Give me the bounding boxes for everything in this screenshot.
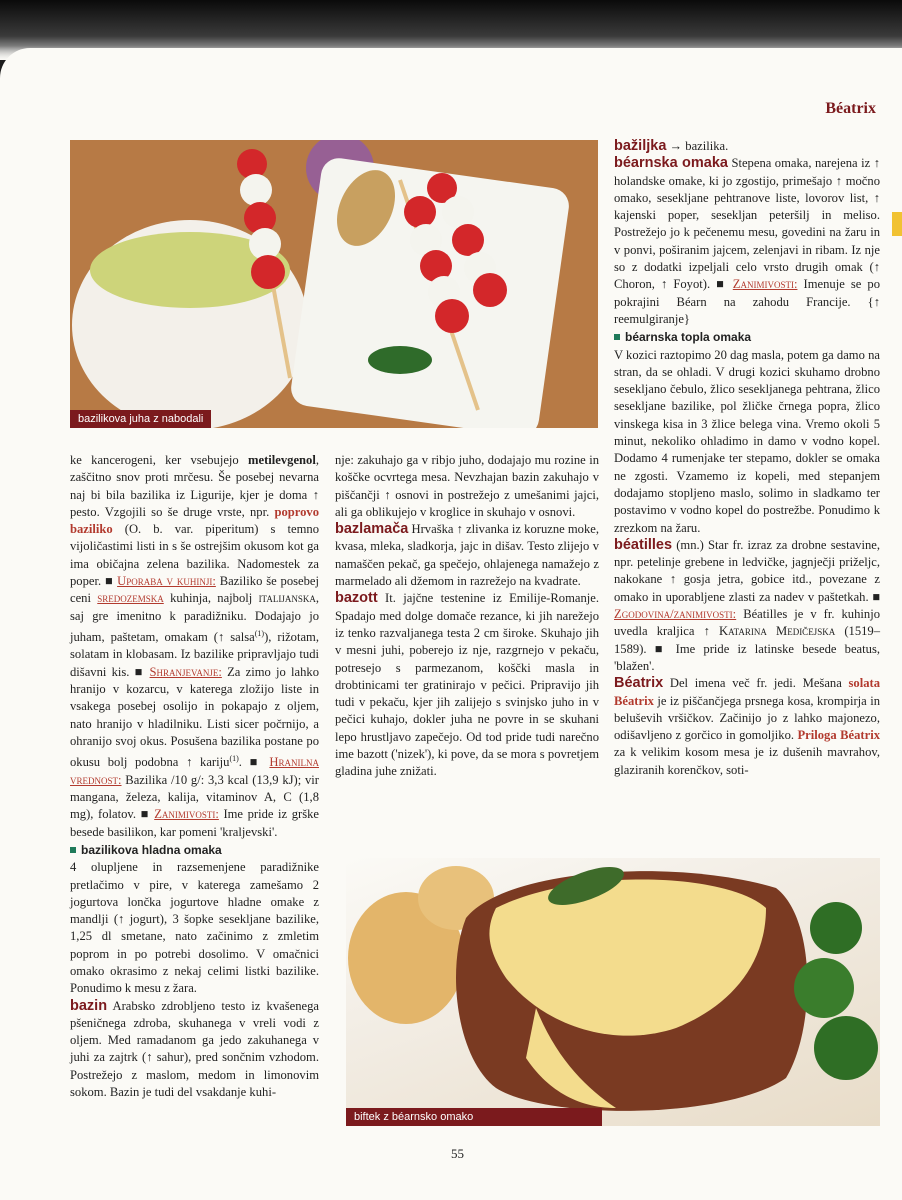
column-left [70,452,319,1101]
recipe-text: V kozici raztopimo 20 dag masla, potem ga damo na stran, da se ohladi. V drugi kozici skuhamo drobno sesekljano čebulo, žlico sesekljanega pehtrana, žlico sesekljane bazilike, pol žličke črnega popra, žlico vinskega kisa in 3 žlice belega vina. Vremo okoli 5 minut, nekoliko ohladimo in damo v vodno kopel. Dodamo 4 rumenjake ter stepamo, dokler se omaka ne zgosti. Vzamemo iz kopeli, med stepanjem dodajamo stopljeno maslo, solimo in sladkamo ter postavimo v vodno kopel do postrežbe. Ponudimo k zrezkom na žaru. [614,347,880,535]
entry-beatilles: béatilles (mn.) Star fr. izraz za drobne sestavine, npr. petelinje grebene in ledvičke, jagnječji priželjc, nakokane ↑ gosja jetra, gobice itd., povezane z omako in uporabljene zlasti za nadev v paštetkah. ■ Zgodovina/zanimivosti: Béatilles je v fr. kuhinjo uvedla kraljica ↑ Katarina Medičejska (1519–1589). ■ Ime pride iz latinske besede beatus, 'blažen'. [614,536,881,673]
entry-beatrix: Béatrix Del imena več fr. jedi. Mešana solata Béatrix je iz piščančjega prsnega kosa, krompirja in beluševih vršičkov. Začinijo jo z lahko majonezo, odišavljeno z gorčico in gomoljiko. Priloga Béatrix za k velikim kosom mesa je iz dušenih mavrahov, glaziranih korenčkov, soti- [614,675,880,777]
entry-bazott: bazott It. jajčne testenine iz Emilije-Romanje. Spadajo med dolge domače rezance, ki jih narežejo iz tenko razvaljanega testa 2 cm široke. Skuhajo jih v mesni juhi, poberejo iz nje, razgrnejo v pekaču, potresejo s parmezanom, koščki masla in drobtinicami ter gratinirajo v pečici. Pripravijo jih tudi v pekaču, kjer jih zalijejo s svinjsko juho in v pečici kuhajo, dokler juha ne povre in se skuhani lepo hrustljavo zapečejo. Od tod pride tudi narečno ime bazott ('nizek'), ki pove, da se mora s povretjem gladina juhe znižati. [335,590,599,779]
column-middle [335,452,599,781]
photo-caption: biftek z béarnsko omako [346,1108,602,1126]
entry-baziljka: bažiljka → bazilika. [614,138,729,154]
entry-bearnska-omaka: béarnska omaka Stepena omaka, narejena iz ↑ holandske omake, ki jo zgostijo, primešajo ↑ močno omako, sesekljane pehtranove liste, lovorov list, ↑ kajenski poper, sesekljan peteršilj in meliso. Postrežejo jo k pečenemu mesu, govedini na žaru in v ponvi, poširanim jajcem, zelenjavi in ribam. Iz nje so z dodatki izpeljali celo vrsto drugih omak (↑ Choron, ↑ Foyot). ■ Zanimivosti: Imenuje se po pokrajini Béarn na zahodu Francije. {↑ reemulgiranje} [614,155,880,326]
paragraph: ke kancerogeni, ker vsebujejo metilevgenol, zaščitno snov proti mrčesu. Še posebej nevarna naj bi bila bazilika iz Ligurije, kjer je doma ↑ pesto. Vzgojili so še druge vrste, npr. poprovo baziliko (O. b. var. piperitum) s temno vijoličastimi listi in s še ostrejšim okusom kot ga ima običajna zelena bazilika. Nadomestek za poper. ■ Uporaba v kuhinji: Baziliko še posebej ceni sredozemska kuhinja, najbolj italijanska, saj gre imenitno k paradižniku. Dodajajo jo juham, paštetam, omakam (↑ salsa$^{(1)}$), rižotam, solatam in klobasam. Iz bazilike pripravljajo tudi dišavni kis. ■ Shranjevanje: Za zimo jo lahko hranijo v kozarcu, v katerega zložijo liste in vsakega posebej osolijo in pokapajo z oljem, nato hranijo v hladilniku. Listi sicer počrnijo, a ohranijo svoj okus. Posušena bazilika postane po okusu bolj podobna ↑ kariju$^{(1)}$. ■ Hranilna vrednost: Bazilika /10 g/: 3,3 kcal (13,9 kJ); vir mangana, železa, kalija, vitaminov A, C (1,8 mg), folatov. ■ Zanimivosti: Ime pride iz grške besede basilikon, kar pomeni 'kraljevski'. [70,453,319,839]
bullet-square-icon [614,334,620,340]
bullet-square-icon [70,847,76,853]
steak-photo [346,858,880,1126]
soup-skewers-photo [70,140,598,428]
photo-caption: bazilikova juha z nabodali [70,410,211,428]
running-head: Béatrix [825,100,876,117]
entry-bazlamaca: bazlamača Hrvaška ↑ zlivanka iz koruzne moke, kvasa, mleka, sladkorja, jajc in dišav. Testo zlijejo v namaščen pekač, ga spečejo, ohlajenega namažejo z marmelado ali džemom in razrežejo na kvadrate. [335,521,599,589]
paragraph: nje: zakuhajo ga v ribjo juho, dodajajo mu rozine in koščke ocvrtega mesa. Nevzhajan bazin zakuhajo v piščančji ↑ osnovi in postrežejo z umešanimi jajci, ali ga oblikujejo v kroglice in skuhajo v osnovi. [335,453,599,519]
recipe-heading: bazilikova hladna omaka [70,842,319,859]
steak-illustration [346,858,880,1126]
thumb-index-tab [892,212,902,236]
entry-bazin: bazin Arabsko zdrobljeno testo iz kvašenega pšeničnega zdroba, skuhanega v vreli vodi z oljem. Med ramadanom ga jedo zakuhanega v juhi za zajtrk (↑ sahur), pred sončnim vzhodom. Postrežejo z maslom, medom in limonovim sokom. Bazin je tudi del vsakdanje kuhi- [70,997,319,1100]
recipe-text: 4 olupljene in razsemenjene paradižnike pretlačimo v pire, v katerega zamešamo 2 jogurtova lončka jogurtove hladne omake z mandlji (↑ jogurt), 3 šopke sesekljane bazilike, 1,25 dl smetane, nato začinimo z zmletim poprom in po potrebi dosolimo. V omačnici omako okrasimo z nekaj celimi listki bazilike. Ponudimo k mesu z žara. [70,860,319,996]
recipe-heading: béarnska topla omaka [614,329,880,346]
soup-skewers-illustration [70,140,598,428]
page-number: 55 [451,1146,464,1161]
column-right [614,138,880,779]
